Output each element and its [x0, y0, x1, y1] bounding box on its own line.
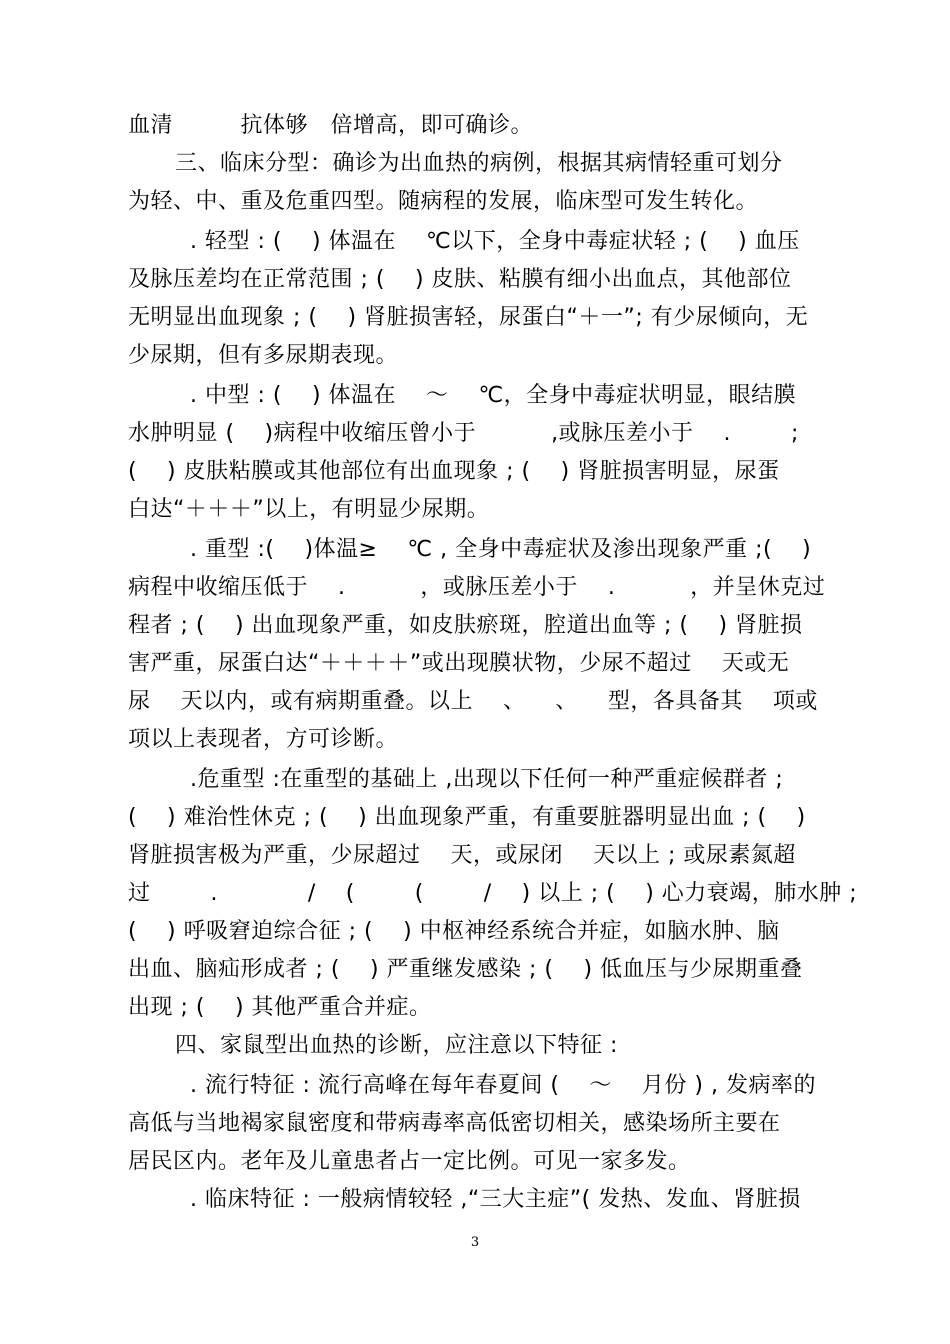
text-line: .危重型 :在重型的基础上 ,出现以下任何一种严重症候群者 ; — [190, 767, 784, 792]
text-line: 害严重，尿蛋白达“＋＋＋＋”或出现膜状物，少尿不超过 天或无 — [128, 651, 790, 676]
text-line: 肾脏损害极为严重，少尿超过 天，或尿闭 天以上 ; 或尿素氮超 — [128, 843, 796, 868]
text-line: 出现 ; ( ) 其他严重合并症。 — [128, 995, 432, 1020]
text-line: 白达“＋＋＋”以上，有明显少尿期。 — [128, 497, 490, 522]
text-line: 高低与当地褐家鼠密度和带病毒率高低密切相关，感染场所主要在 — [128, 1111, 781, 1136]
text-line: . 轻型 : ( ) 体温在 ℃以下，全身中毒症状轻 ; ( ) 血压 — [190, 229, 800, 254]
text-line: 程者 ; ( ) 出血现象严重，如皮肤瘀斑，腔道出血等 ; ( ) 肾脏损 — [128, 613, 803, 638]
page-number: 3 — [470, 1235, 480, 1250]
text-line: 出血、脑疝形成者 ; ( ) 严重继发感染 ; ( ) 低血压与少尿期重叠 — [128, 957, 803, 982]
text-line: 病程中收缩压低于 . ，或脉压差小于 . ，并呈休克过 — [128, 575, 826, 600]
text-line: . 流行特征 : 流行高峰在每年春夏间 ( ～ 月份 ) , 发病率的 — [190, 1073, 816, 1098]
text-line: 过 . / ( ( / ) 以上 ; ( ) 心力衰竭，肺水肿 ; — [128, 881, 858, 906]
text-line: 为轻、中、重及危重四型。随病程的发展，临床型可发生转化。 — [128, 189, 759, 214]
text-line: 血清 抗体够 倍增高，即可确诊。 — [128, 113, 534, 138]
text-line: 少尿期，但有多尿期表现。 — [128, 343, 399, 368]
text-line: . 重型 :( )体温≥ ℃ , 全身中毒症状及渗出现象严重 ;( ) — [190, 537, 812, 562]
text-line: 无明显出血现象 ; ( ) 肾脏损害轻，尿蛋白“＋一”; 有少尿倾向，无 — [128, 305, 809, 330]
section-heading: 三、临床分型：确诊为出血热的病例，根据其病情轻重可划分 — [175, 151, 783, 176]
section-heading: 四、家鼠型出血热的诊断，应注意以下特征 : — [175, 1033, 618, 1058]
text-line: 居民区内。老年及儿童患者占一定比例。可见一家多发。 — [128, 1149, 691, 1174]
text-line: . 中型 : ( ) 体温在 ～ ℃，全身中毒症状明显，眼结膜 — [190, 383, 797, 408]
text-line: 水肿明显 ( )病程中收缩压曾小于 ,或脉压差小于 . ; — [128, 421, 799, 446]
text-line: ( ) 呼吸窘迫综合征 ; ( ) 中枢神经系统合并症，如脑水肿、脑 — [128, 919, 780, 944]
text-line: 尿 天以内，或有病期重叠。以上 、 、 型，各具备其 项或 — [128, 689, 818, 714]
text-line: . 临床特征 : 一般病情较轻 ,“三大主症”( 发热、发血、肾脏损 — [190, 1187, 801, 1212]
text-line: 项以上表现者，方可诊断。 — [128, 727, 399, 752]
text-line: 及脉压差均在正常范围 ; ( ) 皮肤、粘膜有细小出血点，其他部位 — [128, 267, 792, 292]
text-line: ( ) 皮肤粘膜或其他部位有出血现象 ; ( ) 肾脏损害明显，尿蛋 — [128, 459, 780, 484]
text-line: ( ) 难治性休克 ; ( ) 出血现象严重，有重要脏器明显出血 ; ( ) — [128, 805, 806, 830]
